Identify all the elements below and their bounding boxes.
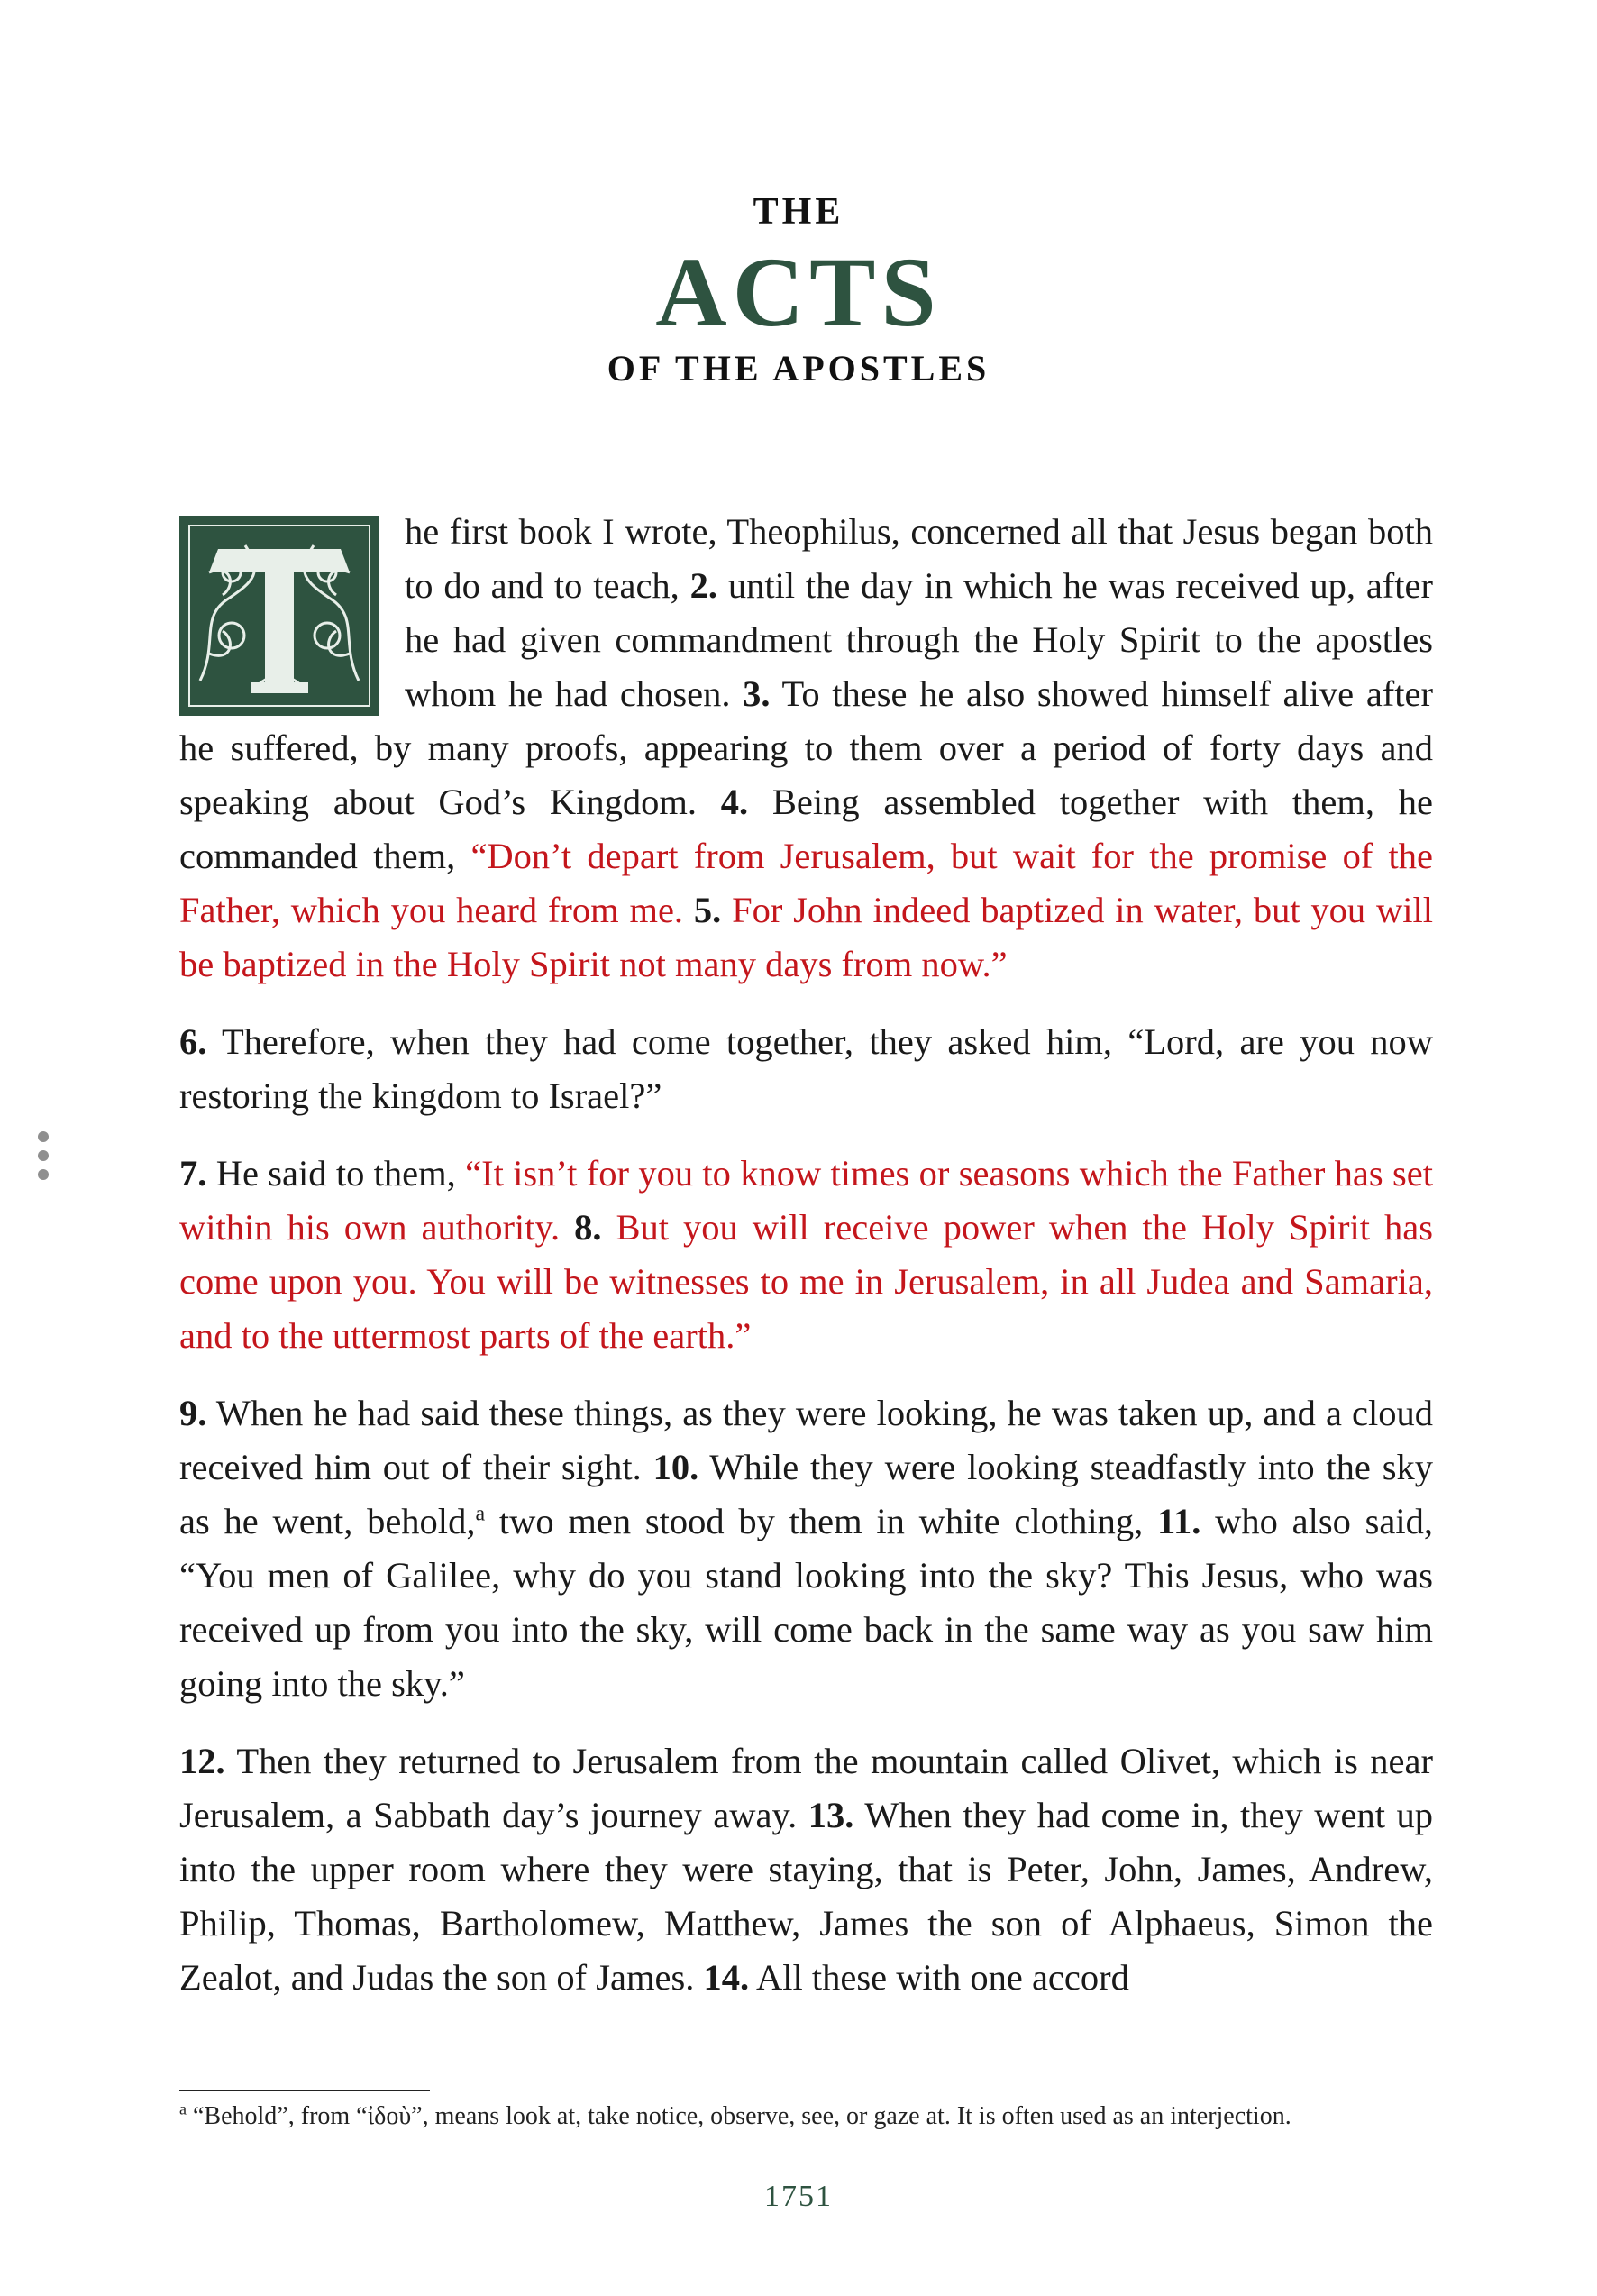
text-span: When they had come in, they went up into the upper room where they were staying, that is Peter, John, James, Andrew, Philip, Thomas, Bartholomew, Matthew, James the son of Alphaeus, Simon the Zealot, and Judas the son of James. — [179, 1795, 1433, 1998]
paragraph-5 — [179, 1734, 1433, 2005]
dot — [38, 1150, 49, 1161]
footnote-mark: a — [179, 2099, 187, 2118]
verse-number: 6. — [179, 1021, 207, 1062]
page-number: 1751 — [764, 2180, 833, 2213]
dot — [38, 1169, 49, 1180]
footnote-marker[interactable]: a — [475, 1502, 486, 1526]
words-of-jesus: “It isn’t for you to know times or seasons which the Father has set within his own authority. — [179, 1153, 1433, 1248]
title-pre: THE — [753, 191, 844, 233]
text-span: Being assembled together with them, he commanded them, — [179, 782, 1433, 876]
verse-number: 14. — [703, 1957, 750, 1998]
verse-number: 11. — [1156, 1501, 1201, 1541]
dropcap-ornament — [179, 516, 379, 716]
verse-number: 7. — [179, 1153, 207, 1194]
footnote — [179, 2099, 1291, 2135]
text-span: he first book I wrote, Theophilus, concerned all that Jesus began both to do and to teach, — [405, 511, 1433, 606]
words-of-jesus: But you will receive power when the Holy Spirit has come upon you. You will be witnesses to me in Jerusalem, in all Judea and Samaria, and to the uttermost parts of the earth.” — [179, 1207, 1433, 1356]
verse-number: 4. — [720, 782, 749, 822]
text-span: All these with one accord — [749, 1957, 1129, 1998]
verse-number: 12. — [179, 1741, 225, 1781]
floral-ornament-icon — [182, 518, 377, 713]
paragraph-1 — [179, 505, 1433, 992]
text-span: He said to them, — [206, 1153, 466, 1194]
verse-number: 5. — [693, 890, 722, 930]
text-span: When he had said these things, as they were looking, he was taken up, and a cloud received him out of their sight. — [179, 1393, 1433, 1487]
chapter-text — [179, 505, 1433, 2028]
words-of-jesus: For John indeed baptized in water, but you will be baptized in the Holy Spirit not many days from now.” — [179, 890, 1434, 984]
text-span: two men stood by them in white clothing, — [485, 1501, 1157, 1541]
book-title — [0, 189, 1597, 391]
verse-number: 10. — [652, 1447, 699, 1487]
paragraph-2 — [179, 1015, 1433, 1123]
more-options-icon[interactable] — [36, 1131, 50, 1188]
verse-number: 3. — [743, 673, 771, 714]
dot — [38, 1131, 49, 1142]
text-span: who also said, “You men of Galilee, why do you stand looking into the sky? This Jesus, who was received up from you into the sky, will come back in the same way as you saw him going into the sky.” — [179, 1501, 1433, 1704]
verse-number: 13. — [808, 1795, 854, 1835]
text-span: Therefore, when they had come together, they asked him, “Lord, are you now restoring the kingdom to Israel?” — [179, 1021, 1433, 1116]
text-span: until the day in which he was received up, after he had given commandment through the Holy Spirit to the apostles whom he had chosen. — [405, 565, 1434, 714]
words-of-jesus: “Don’t depart from Jerusalem, but wait for the promise of the Father, which you heard from me. — [179, 836, 1433, 930]
verse-number: 8. — [574, 1207, 602, 1248]
footnote-divider — [179, 2090, 430, 2091]
footnote-text: “Behold”, from “ἰδοὺ”, means look at, take notice, observe, see, or gaze at. It is often used as an interjection. — [187, 2102, 1291, 2130]
title-post: OF THE APOSTLES — [607, 348, 990, 389]
text-span: While they were looking steadfastly into the sky as he went, behold, — [179, 1447, 1433, 1541]
verse-number: 2. — [689, 565, 717, 606]
paragraph-3 — [179, 1147, 1433, 1363]
text-span: To these he also showed himself alive after he suffered, by many proofs, appearing to them over a period of forty days and speaking about God’s Kingdom. — [179, 673, 1433, 822]
paragraph-4 — [179, 1386, 1433, 1711]
verse-number: 9. — [179, 1393, 207, 1433]
title-main: ACTS — [655, 237, 942, 347]
text-span: Then they returned to Jerusalem from the mountain called Olivet, which is near Jerusalem, a Sabbath day’s journey away. — [179, 1741, 1433, 1835]
